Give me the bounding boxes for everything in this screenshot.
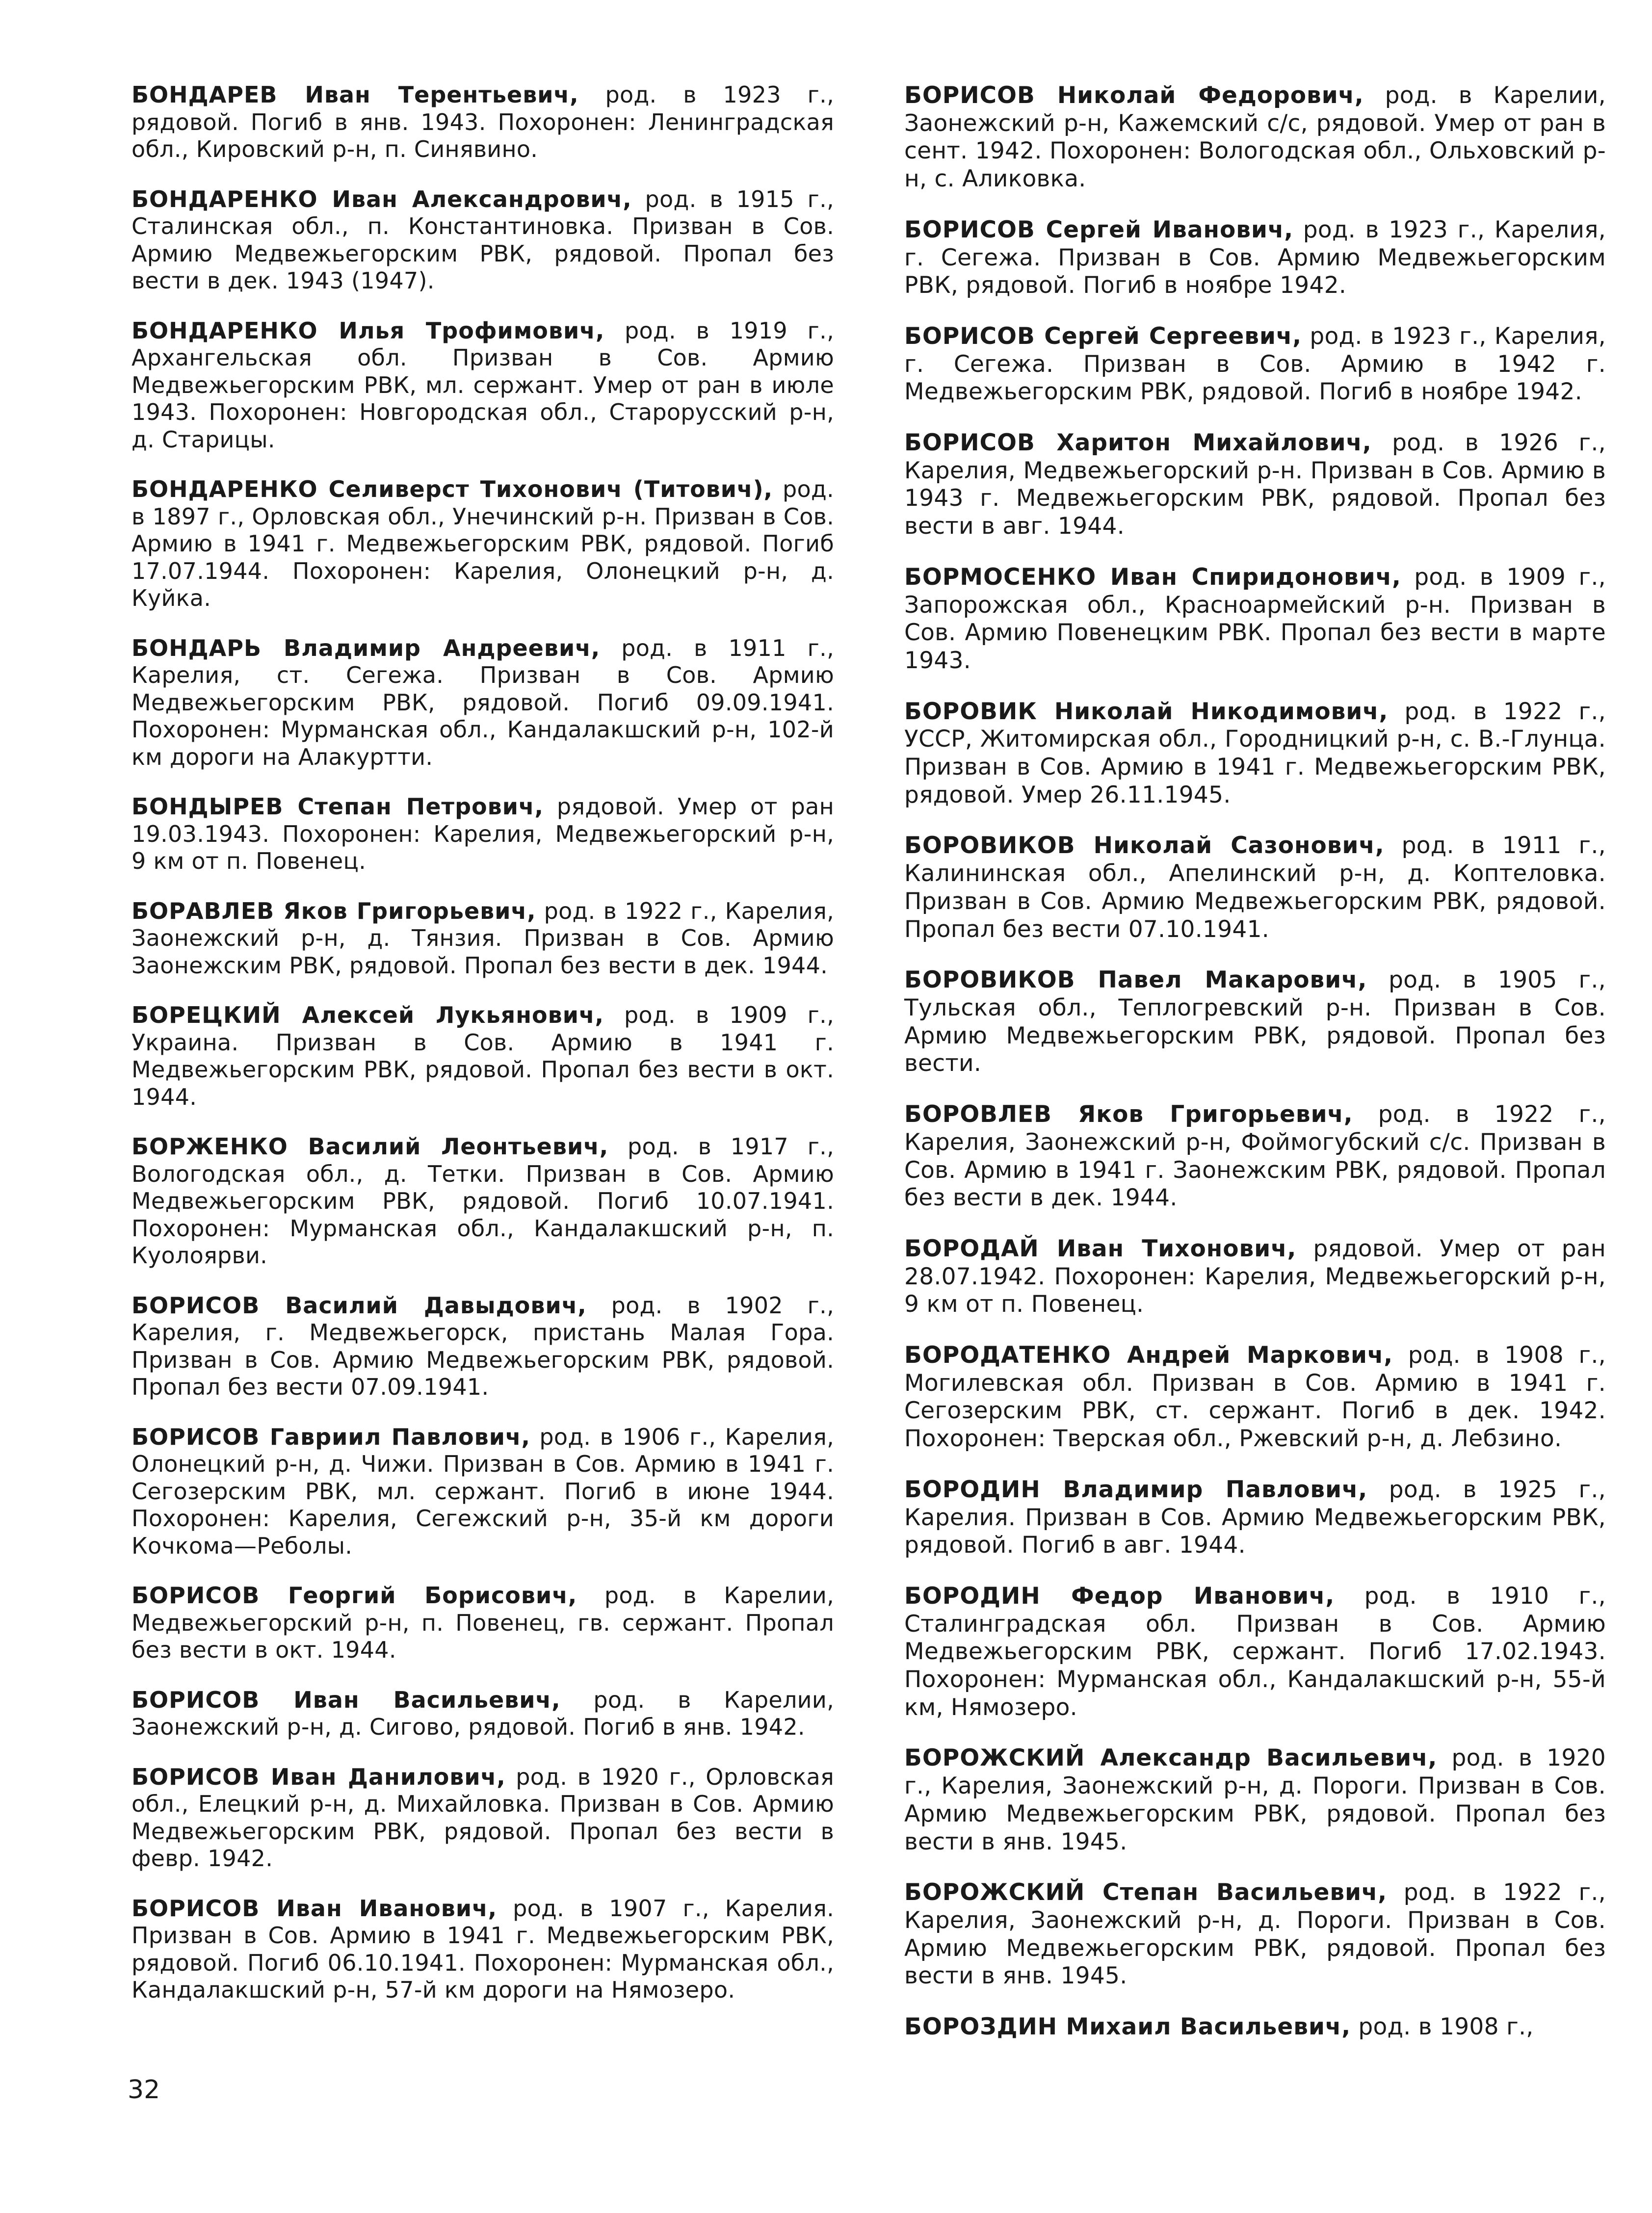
entry <box>131 1764 834 1873</box>
entry-name: БОРОВЛЕВ Яков Григорьевич, <box>904 1101 1353 1128</box>
page-number: 32 <box>128 2075 160 2105</box>
entry <box>131 1424 834 1560</box>
entry-text: род. в 1907 г., Карелия. Призван в Сов. Армию в 1941 г. Медвежьегорским РВК, рядовой. Погиб 06.10.1941. Похоронен: Мурманская обл., Кандалакшский р-н, 57-й км дороги на Нямозеро. <box>131 1895 834 2003</box>
entry <box>904 1879 1606 1990</box>
entry-name: БОРЖЕНКО Василий Леонтьевич, <box>131 1133 609 1160</box>
entry-text: род. в 1906 г., Карелия, Олонецкий р-н, д. Чижи. Призван в Сов. Армию в 1941 г. Сегозерским РВК, мл. сержант. Погиб в июне 1944. Похоронен: Карелия, Сегежский р-н, 35-й км дороги Кочкома—Реболы. <box>131 1423 835 1559</box>
entry-text: род. в 1925 г., Карелия. Призван в Сов. Армию Медвежьегорским РВК, рядовой. Погиб в авг. 1944. <box>904 1476 1606 1559</box>
entry <box>904 82 1606 193</box>
entry-text: род. в 1922 г., Карелия, Заонежский р-н, Фоймогубский с/с. Призван в Сов. Армию в 1941 г. Заонежским РВК, рядовой. Пропал без вести в дек. 1944. <box>904 1101 1606 1212</box>
entry-name: БОРИСОВ Сергей Иванович, <box>904 216 1294 243</box>
entry-name: БОРИСОВ Гавриил Павлович, <box>131 1423 531 1450</box>
entry-text: рядовой. Умер от ран 28.07.1942. Похоронен: Карелия, Медвежьегорский р-н, 9 км от п. Повенец. <box>904 1235 1606 1318</box>
entry-text: род. в Карелии, Заонежский р-н, д. Сигово, рядовой. Погиб в янв. 1942. <box>131 1686 834 1740</box>
entry-text: род. в 1911 г., Калининская обл., Апелинский р-н, д. Коптеловка. Призван в Сов. Армию Медвежьегорским РВК, рядовой. Пропал без вести 07.10.1941. <box>904 832 1606 943</box>
entry-name: БОРОДАТЕНКО Андрей Маркович, <box>904 1342 1393 1369</box>
entry <box>904 1744 1606 1856</box>
entry-text: род. в 1920 г., Орловская обл., Елецкий р-н, д. Михайловка. Призван в Сов. Армию Медвежьегорским РВК, рядовой. Пропал без вести в февр. 1942. <box>131 1763 835 1872</box>
entry-name: БОРЕЦКИЙ Алексей Лукьянович, <box>131 1002 604 1028</box>
entry-name: БОРОЖСКИЙ Степан Васильевич, <box>904 1879 1388 1906</box>
entry-text: род. в 1908 г., <box>1351 2013 1534 2041</box>
entry <box>904 429 1606 541</box>
entry <box>904 966 1606 1078</box>
entry-text: род. в 1908 г., Могилевская обл. Призван в Сов. Армию в 1941 г. Сегозерским РВК, ст. сержант. Погиб в дек. 1942. Похоронен: Тверская обл., Ржевский р-н, д. Лебзино. <box>904 1342 1606 1453</box>
entry <box>904 698 1606 809</box>
entry-text: род. в 1922 г., Карелия, Заонежский р-н, д. Пороги. Призван в Сов. Армию Медвежьегорским РВК, рядовой. Пропал без вести в янв. 1945. <box>904 1879 1606 1990</box>
entry-text: род. в 1909 г., Украина. Призван в Сов. Армию в 1941 г. Медвежьегорским РВК, рядовой. Пропал без вести в окт. 1944. <box>131 1002 834 1110</box>
entry-text: род. в 1923 г., рядовой. Погиб в янв. 1943. Похоронен: Ленинградская обл., Кировский р-н, п. Синявино. <box>131 81 834 162</box>
entry-text: род. в Карелии, Медвежьегорский р-н, п. Повенец, гв. сержант. Пропал без вести в окт. 1944. <box>131 1582 834 1663</box>
entry-name: БОРОЖСКИЙ Александр Васильевич, <box>904 1744 1438 1772</box>
entry-text: род. в Карелии, Заонежский р-н, Кажемский с/с, рядовой. Умер от ран в сент. 1942. Похоронен: Вологодская обл., Ольховский р-н, с. Аликовка. <box>904 82 1606 193</box>
entry-name: БОРИСОВ Николай Федорович, <box>904 82 1364 109</box>
entry-text: род. в 1919 г., Архангельская обл. Призван в Сов. Армию Медвежьегорским РВК, мл. сержант. Умер от ран в июле 1943. Похоронен: Новгородская обл., Старорусский р-н, д. Старицы. <box>131 317 834 453</box>
entry-text: рядовой. Умер от ран 19.03.1943. Похоронен: Карелия, Медвежьегорский р-н, 9 км от п. Повенец. <box>131 793 834 874</box>
entry <box>131 317 834 454</box>
entry <box>904 1476 1606 1560</box>
entry <box>131 81 834 163</box>
entry-name: БОНДАРЕНКО Селиверст Тихонович (Титович), <box>131 476 773 502</box>
entry-name: БОРОВИК Николай Никодимович, <box>904 698 1389 725</box>
entry <box>904 216 1606 300</box>
entry-text: род. в 1922 г., УССР, Житомирская обл., Городницкий р-н, с. В.-Глунца. Призван в Сов. Армию в 1941 г. Медвежьегорским РВК, рядовой. Умер 26.11.1945. <box>904 698 1606 808</box>
entry-text: род. в 1922 г., Карелия, Заонежский р-н, д. Тянзия. Призван в Сов. Армию Заонежским РВК, рядовой. Пропал без вести в дек. 1944. <box>131 897 834 979</box>
entry-name: БОНДАРЬ Владимир Андреевич, <box>131 634 601 661</box>
entry <box>131 1002 834 1111</box>
entry <box>904 1101 1606 1212</box>
entry <box>131 1895 834 2004</box>
entry-name: БОРОДАЙ Иван Тихонович, <box>904 1235 1297 1262</box>
entry <box>904 2013 1606 2041</box>
entry-text: род. в 1902 г., Карелия, г. Медвежьегорск, пристань Малая Гора. Призван в Сов. Армию Медвежьегорским РВК, рядовой. Пропал без вести 07.09.1941. <box>131 1292 834 1400</box>
entry-text: род. в 1897 г., Орловская обл., Унечинский р-н. Призван в Сов. Армию в 1941 г. Медвежьегорским РВК, рядовой. Погиб 17.07.1944. Похоронен: Карелия, Олонецкий р-н, д. Куйка. <box>131 476 834 611</box>
entry-text: род. в 1915 г., Сталинская обл., п. Константиновка. Призван в Сов. Армию Медвежьегорским РВК, рядовой. Пропал без вести в дек. 1943 (1947). <box>131 185 834 294</box>
entry <box>904 1342 1606 1453</box>
entry <box>131 1133 834 1270</box>
entry-name: БОРМОСЕНКО Иван Спиридонович, <box>904 563 1401 591</box>
entry-name: БОРИСОВ Сергей Сергеевич, <box>904 322 1302 350</box>
entry-name: БОРИСОВ Харитон Михайлович, <box>904 429 1372 457</box>
entry-name: БОРИСОВ Иван Иванович, <box>131 1895 498 1922</box>
entry <box>131 1687 834 1741</box>
entry <box>131 1582 834 1664</box>
entry-name: БОРИСОВ Иван Данилович, <box>131 1763 506 1790</box>
entry-name: БОРИСОВ Иван Васильевич, <box>131 1686 561 1713</box>
entry-text: род. в 1909 г., Запорожская обл., Красноармейский р-н. Призван в Сов. Армию Повенецким РВК. Пропал без вести в марте 1943. <box>904 563 1606 674</box>
entry-text: род. в 1923 г., Карелия, г. Сегежа. Призван в Сов. Армию Медвежьегорским РВК, рядовой. Погиб в ноябре 1942. <box>904 216 1606 299</box>
entry-text: род. в 1923 г., Карелия, г. Сегежа. Призван в Сов. Армию в 1942 г. Медвежьегорским РВК, рядовой. Погиб в ноябре 1942. <box>904 322 1606 406</box>
entry-name: БОНДАРЕНКО Илья Трофимович, <box>131 317 605 344</box>
entry <box>131 476 834 612</box>
entry-text: род. в 1917 г., Вологодская обл., д. Тетки. Призван в Сов. Армию Медвежьегорским РВК, рядовой. Погиб 10.07.1941. Похоронен: Мурманская обл., Кандалакшский р-н, п. Куолоярви. <box>131 1133 835 1269</box>
entry <box>904 323 1606 406</box>
entry-name: БОРОВИКОВ Николай Сазонович, <box>904 832 1385 859</box>
entry <box>904 1235 1606 1319</box>
entry <box>131 1292 834 1401</box>
entry-name: БОРОДИН Владимир Павлович, <box>904 1476 1368 1503</box>
entry-text: род. в 1920 г., Карелия, Заонежский р-н, д. Пороги. Призван в Сов. Армию Медвежьегорским РВК, рядовой. Пропал без вести в янв. 1945. <box>904 1744 1606 1855</box>
entry <box>904 1583 1606 1722</box>
left-column <box>131 59 834 2015</box>
entry-name: БОРОВИКОВ Павел Макарович, <box>904 966 1367 994</box>
entry-name: БОРОЗДИН Михаил Васильевич, <box>904 2013 1351 2041</box>
entry-text: род. в 1926 г., Карелия, Медвежьегорский р-н. Призван в Сов. Армию в 1943 г. Медвежьегорским РВК, рядовой. Пропал без вести в авг. 1944. <box>904 429 1606 540</box>
entry-text: род. в 1911 г., Карелия, ст. Сегежа. Призван в Сов. Армию Медвежьегорским РВК, рядовой. Погиб 09.09.1941. Похоронен: Мурманская обл., Кандалакшский р-н, 102-й км дороги на Алакуртти. <box>131 634 834 770</box>
entry <box>131 793 834 875</box>
entry-name: БОРАВЛЕВ Яков Григорьевич, <box>131 897 536 924</box>
right-column <box>904 59 1606 2054</box>
entry <box>131 186 834 295</box>
entry-name: БОНДАРЕВ Иван Терентьевич, <box>131 81 579 108</box>
entry-name: БОРИСОВ Георгий Борисович, <box>131 1582 577 1609</box>
entry-name: БОРИСОВ Василий Давыдович, <box>131 1292 587 1319</box>
entry <box>904 564 1606 675</box>
entry-name: БОРОДИН Федор Иванович, <box>904 1582 1335 1610</box>
entry-text: род. в 1910 г., Сталинградская обл. Призван в Сов. Армию Медвежьегорским РВК, сержант. Погиб 17.02.1943. Похоронен: Мурманская обл., Кандалакшский р-н, 55-й км, Нямозеро. <box>904 1582 1606 1721</box>
entry-text: род. в 1905 г., Тульская обл., Теплогревский р-н. Призван в Сов. Армию Медвежьегорским РВК, рядовой. Пропал без вести. <box>904 966 1606 1077</box>
entry-name: БОНДЫРЕВ Степан Петрович, <box>131 793 544 820</box>
entry <box>131 635 834 771</box>
entry <box>904 832 1606 943</box>
entry <box>131 898 834 980</box>
entry-name: БОНДАРЕНКО Иван Александрович, <box>131 185 632 212</box>
